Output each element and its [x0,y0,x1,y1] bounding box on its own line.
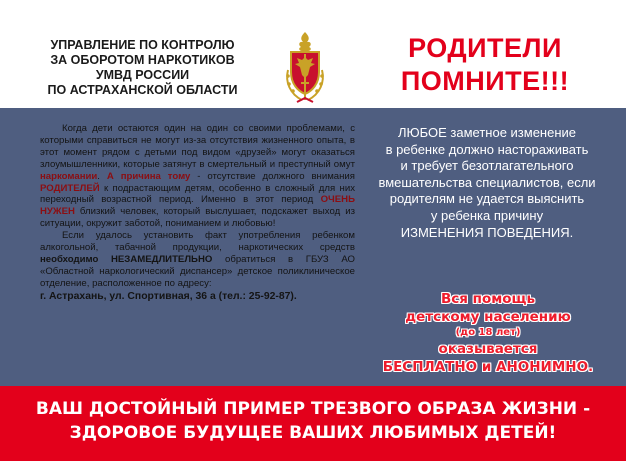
right-line: родителям не удается выяснить [389,191,585,207]
text-run: . [97,170,107,182]
emphasis-run: А причина тому [106,170,191,182]
right-line: ЛЮБОЕ заметное изменение [397,125,577,140]
text-run: - отсутствие должного внимания [190,170,355,182]
headline [360,32,610,98]
right-line: у ребенка причину [430,207,544,223]
free-help-notice [362,290,614,376]
agency-line: УПРАВЛЕНИЕ ПО КОНТРОЛЮ [50,38,235,52]
emphasis-run: наркомании [40,170,98,182]
right-line: в ребенке должно настораживать [385,141,589,157]
agency-line: ПО АСТРАХАНСКОЙ ОБЛАСТИ [47,83,238,97]
right-line: и требует безотлагательного [400,158,574,174]
clinic-address: г. Астрахань, ул. Спортивная, 36 а (тел.: 25-92-87). [40,290,297,302]
text-run: обратиться в ГБУЗ АО «Областной наркологический диспансер» детское поликлиническое отделение, расположенное по адресу: [40,253,355,289]
emphasis-run: ОЧЕНЬ НУЖЕН [40,194,355,218]
paragraph-advice [40,230,355,290]
right-line: ИЗМЕНЕНИЯ ПОВЕДЕНИЯ. [400,224,574,240]
text-run: Когда дети остаются один на один со своими проблемами, с которыми справиться не могут из-за отсутствия жизненного опыта, в этот момент рядом с детьми под видом «друзей» могут оказаться злоумышленники, которые затянут в смертельный и преступный омут [40,123,355,170]
left-column-text [40,123,355,303]
text-run: близкий человек, который выслушает, подскажет выход из ситуации, окружит заботой, пониманием и любовью! [40,206,355,230]
slogan-line: ЗДОРОВОЕ БУДУЩЕЕ ВАШИХ ЛЮБИМЫХ ДЕТЕЙ! [69,423,557,443]
emphasis-run: необходимо НЕЗАМЕДЛИТЕЛЬНО [40,253,213,265]
slogan-line: ВАШ ДОСТОЙНЫЙ ПРИМЕР ТРЕЗВОГО ОБРАЗА ЖИЗНИ - [35,399,591,419]
police-emblem-icon [282,30,328,108]
agency-name [20,38,265,98]
right-line: вмешательства специалистов, если [378,174,596,190]
help-line: детскому населению [405,309,571,325]
help-age-note: (до 18 лет) [455,327,521,338]
footer-slogan [0,397,626,445]
help-line: оказывается [438,341,538,357]
agency-line: ЗА ОБОРОТОМ НАРКОТИКОВ [50,53,235,67]
agency-line: УМВД РОССИИ [95,68,190,82]
help-line: БЕСПЛАТНО и АНОНИМНО. [382,359,594,375]
right-column-text [362,125,612,241]
headline-line: РОДИТЕЛИ [408,33,562,63]
text-run: Если удалось установить факт употребления ребенком алкогольной, табачной продукции, наркотических средств [40,230,355,254]
headline-line: ПОМНИТЕ!!! [400,66,570,96]
paragraph-warning [40,123,355,230]
emphasis-run: РОДИТЕЛЕЙ [40,182,100,194]
help-line: Вся помощь [440,291,536,307]
text-run: к подрастающим детям, особенно в сложный для них переходный возрастной период. Именно в этот период [40,182,355,206]
